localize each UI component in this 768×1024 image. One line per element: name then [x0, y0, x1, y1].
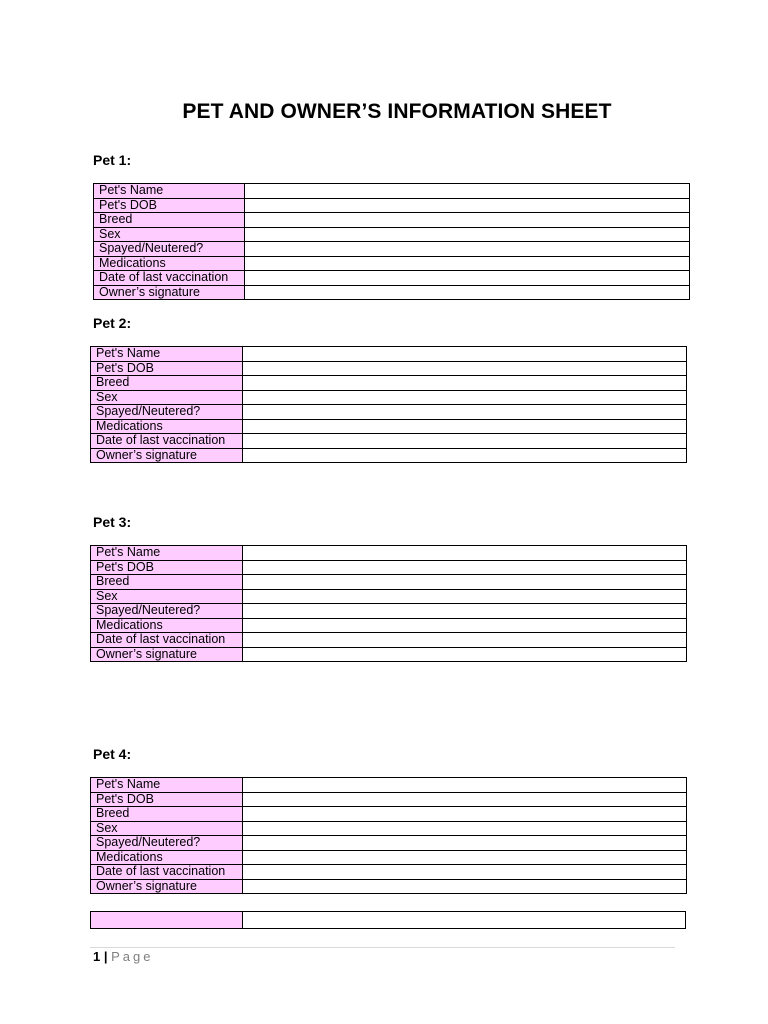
field-label: Medications [94, 256, 245, 271]
pet-2-table [90, 346, 687, 463]
field-value-cell[interactable] [245, 271, 690, 286]
table-row [91, 405, 687, 420]
field-label: Spayed/Neutered? [94, 242, 245, 257]
field-value-cell[interactable] [243, 792, 687, 807]
field-label: Date of last vaccination [91, 865, 243, 880]
pet-3-heading: Pet 3: [93, 514, 132, 530]
empty-value-cell[interactable] [243, 912, 685, 928]
table-row [91, 792, 687, 807]
field-label: Date of last vaccination [91, 633, 243, 648]
field-value-cell[interactable] [243, 589, 687, 604]
field-label: Pet's DOB [94, 198, 245, 213]
field-label: Owner’s signature [91, 647, 243, 662]
field-label: Pet's Name [91, 347, 243, 362]
field-label: Sex [91, 390, 243, 405]
field-value-cell[interactable] [243, 560, 687, 575]
field-value-cell[interactable] [243, 647, 687, 662]
field-label: Spayed/Neutered? [91, 604, 243, 619]
table-row [94, 271, 690, 286]
field-value-cell[interactable] [243, 807, 687, 822]
field-value-cell[interactable] [243, 821, 687, 836]
empty-table-row [90, 911, 686, 929]
field-value-cell[interactable] [243, 347, 687, 362]
field-label: Spayed/Neutered? [91, 405, 243, 420]
pet-4-heading: Pet 4: [93, 746, 132, 762]
table-row [91, 589, 687, 604]
field-label: Owner’s signature [91, 879, 243, 894]
field-value-cell[interactable] [243, 434, 687, 449]
table-row [91, 850, 687, 865]
page-word: Page [111, 949, 154, 964]
table-row [91, 647, 687, 662]
table-row [91, 448, 687, 463]
empty-label-cell [91, 912, 243, 928]
field-label: Sex [91, 589, 243, 604]
table-row [91, 633, 687, 648]
field-value-cell[interactable] [243, 405, 687, 420]
table-row [91, 604, 687, 619]
field-value-cell[interactable] [245, 213, 690, 228]
table-row [94, 242, 690, 257]
field-value-cell[interactable] [243, 879, 687, 894]
field-label: Date of last vaccination [91, 434, 243, 449]
field-label: Pet's DOB [91, 361, 243, 376]
field-value-cell[interactable] [245, 285, 690, 300]
field-label: Date of last vaccination [94, 271, 245, 286]
pet-4-table [90, 777, 687, 894]
field-value-cell[interactable] [243, 361, 687, 376]
table-row [94, 227, 690, 242]
table-row [91, 778, 687, 793]
table-row [94, 213, 690, 228]
field-value-cell[interactable] [243, 448, 687, 463]
field-value-cell[interactable] [243, 836, 687, 851]
table-row [91, 361, 687, 376]
field-value-cell[interactable] [243, 546, 687, 561]
pet-1-table [93, 183, 690, 300]
field-label: Spayed/Neutered? [91, 836, 243, 851]
table-row [91, 419, 687, 434]
field-value-cell[interactable] [243, 575, 687, 590]
table-row [91, 546, 687, 561]
table-row [94, 285, 690, 300]
field-value-cell[interactable] [245, 256, 690, 271]
table-row [91, 390, 687, 405]
table-row [94, 256, 690, 271]
field-value-cell[interactable] [243, 618, 687, 633]
table-row [91, 560, 687, 575]
table-row [94, 198, 690, 213]
page-footer [93, 949, 154, 964]
field-label: Medications [91, 618, 243, 633]
field-value-cell[interactable] [243, 604, 687, 619]
field-value-cell[interactable] [245, 242, 690, 257]
document-title: PET AND OWNER’S INFORMATION SHEET [182, 100, 612, 123]
footer-divider [90, 947, 675, 948]
field-value-cell[interactable] [243, 633, 687, 648]
field-label: Pet's DOB [91, 560, 243, 575]
field-value-cell[interactable] [243, 376, 687, 391]
field-label: Owner’s signature [94, 285, 245, 300]
field-label: Pet's Name [94, 184, 245, 199]
field-value-cell[interactable] [243, 778, 687, 793]
field-value-cell[interactable] [243, 419, 687, 434]
table-row [91, 376, 687, 391]
table-row [91, 879, 687, 894]
pet-1-heading: Pet 1: [93, 152, 132, 168]
table-row [91, 836, 687, 851]
field-label: Pet's Name [91, 546, 243, 561]
table-row [91, 807, 687, 822]
field-label: Sex [94, 227, 245, 242]
field-label: Medications [91, 419, 243, 434]
field-label: Pet's Name [91, 778, 243, 793]
footer-separator: | [103, 949, 108, 964]
pet-3-table [90, 545, 687, 662]
table-row [91, 575, 687, 590]
field-label: Breed [91, 376, 243, 391]
field-value-cell[interactable] [245, 198, 690, 213]
field-label: Owner’s signature [91, 448, 243, 463]
field-label: Breed [91, 807, 243, 822]
field-value-cell[interactable] [243, 865, 687, 880]
field-value-cell[interactable] [245, 184, 690, 199]
field-value-cell[interactable] [245, 227, 690, 242]
table-row [91, 865, 687, 880]
pet-2-heading: Pet 2: [93, 315, 132, 331]
table-row [91, 434, 687, 449]
table-row [91, 821, 687, 836]
field-label: Pet's DOB [91, 792, 243, 807]
page-number: 1 [93, 949, 101, 964]
table-row [91, 618, 687, 633]
table-row [94, 184, 690, 199]
field-label: Sex [91, 821, 243, 836]
field-label: Medications [91, 850, 243, 865]
field-value-cell[interactable] [243, 390, 687, 405]
table-row [91, 347, 687, 362]
field-value-cell[interactable] [243, 850, 687, 865]
field-label: Breed [94, 213, 245, 228]
field-label: Breed [91, 575, 243, 590]
